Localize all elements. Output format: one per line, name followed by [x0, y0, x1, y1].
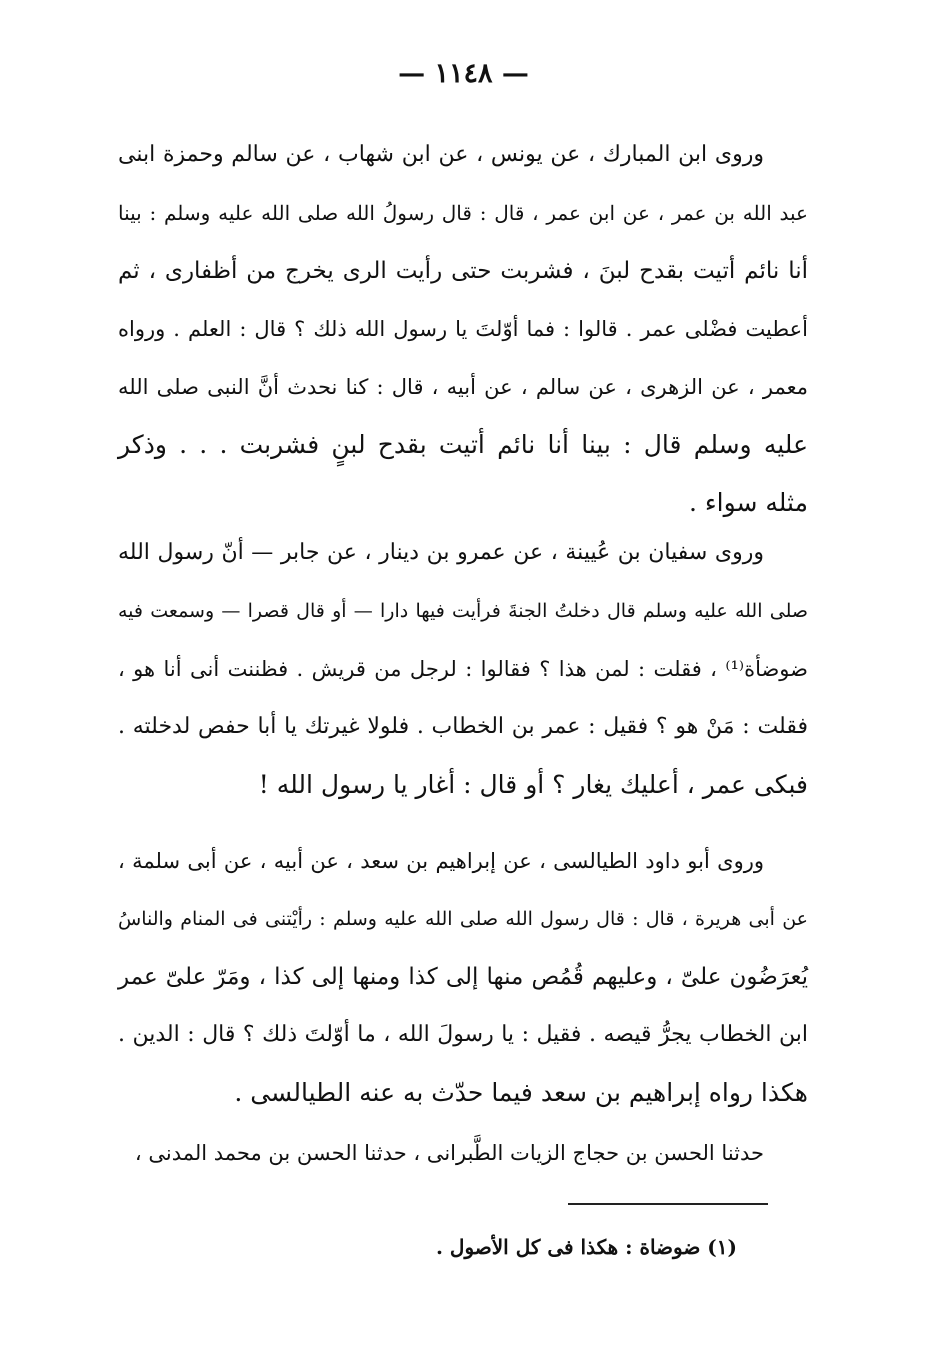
text-line: ضوضأة⁽¹⁾ ، فقلت : لمن هذا ؟ فقالوا : لرجل من قريش . فظننت أنى أنا هو ، [118, 657, 808, 681]
text-line: أعطيت فضْلى عمر . قالوا : فما أوّلتَ يا رسول الله ذلك ؟ قال : العلم . ورواه [118, 317, 808, 341]
text-line: وروى سفيان بن عُيينة ، عن عمرو بن دينار ، عن جابر — أنّ رسول الله [118, 540, 764, 565]
text-line: مثله سواء . [688, 488, 808, 517]
text-line: ابن الخطاب يجرُّ قيصه . فقيل : يا رسولَ الله ، ما أوّلتَ ذلك ؟ قال : الدين . [118, 1022, 808, 1047]
text-line: وروى أبو داود الطيالسى ، عن إبراهيم بن سعد ، عن أبيه ، عن أبى سلمة ، [118, 849, 764, 873]
paragraph-1 [118, 126, 808, 532]
footnote: (١) ضوضاة : هكذا فى كل الأصول . [436, 1235, 737, 1259]
paragraph-3 [118, 832, 808, 1122]
text-line: وروى ابن المبارك ، عن يونس ، عن ابن شهاب ، عن سالم وحمزة ابنى [118, 142, 764, 167]
text-line: هكذا رواه إبراهيم بن سعد فيما حدّث به عنه الطيالسى . [234, 1078, 808, 1107]
text-line: فقلت : مَنْ هو ؟ فقيل : عمر بن الخطاب . فلولا غيرتك يا أبا حفص لدخلته . [118, 714, 808, 739]
text-line: فبكى عمر ، أعليك يغار ؟ أو قال : أغار يا رسول الله ! [258, 770, 808, 799]
text-line: عليه وسلم قال : بينا أنا نائم أتيت بقدح لبنٍ فشربت . . . وذكر [118, 430, 808, 459]
page-number: — ١١٤٨ — [398, 58, 529, 89]
text-line: أنا نائم أتيت بقدح لبنَ ، فشربت حتى رأيت الرى يخرج من أظفارى ، ثم [118, 258, 808, 284]
text-line: معمر ، عن الزهرى ، عن سالم ، عن أبيه ، قال : كنا نحدث أنَّ النبى صلى الله [118, 375, 808, 399]
footnote-separator [568, 1203, 768, 1205]
text-line: حدثنا الحسن بن حجاج الزيات الطَّبرانى ، حدثنا الحسن بن محمد المدنى ، [134, 1141, 764, 1165]
paragraph-2 [118, 524, 808, 814]
text-line: عن أبى هريرة ، قال : قال رسول الله صلى الله عليه وسلم : رأيْتنى فى المنام والناسُ [118, 908, 808, 930]
text-line: يُعرَضُون علىّ ، وعليهم قُمُص منها إلى كذا ومنها إلى كذا ، ومَرّ علىّ عمر [118, 964, 808, 990]
text-line: صلى الله عليه وسلم قال دخلتُ الجنةَ فرأيت فيها دارا — أو قال قصرا — وسمعت فيه [118, 600, 808, 622]
paragraph-4 [118, 1124, 808, 1182]
text-line: عبد الله بن عمر ، عن ابن عمر ، قال : قال رسولُ الله صلى الله عليه وسلم : بينا [118, 201, 808, 225]
